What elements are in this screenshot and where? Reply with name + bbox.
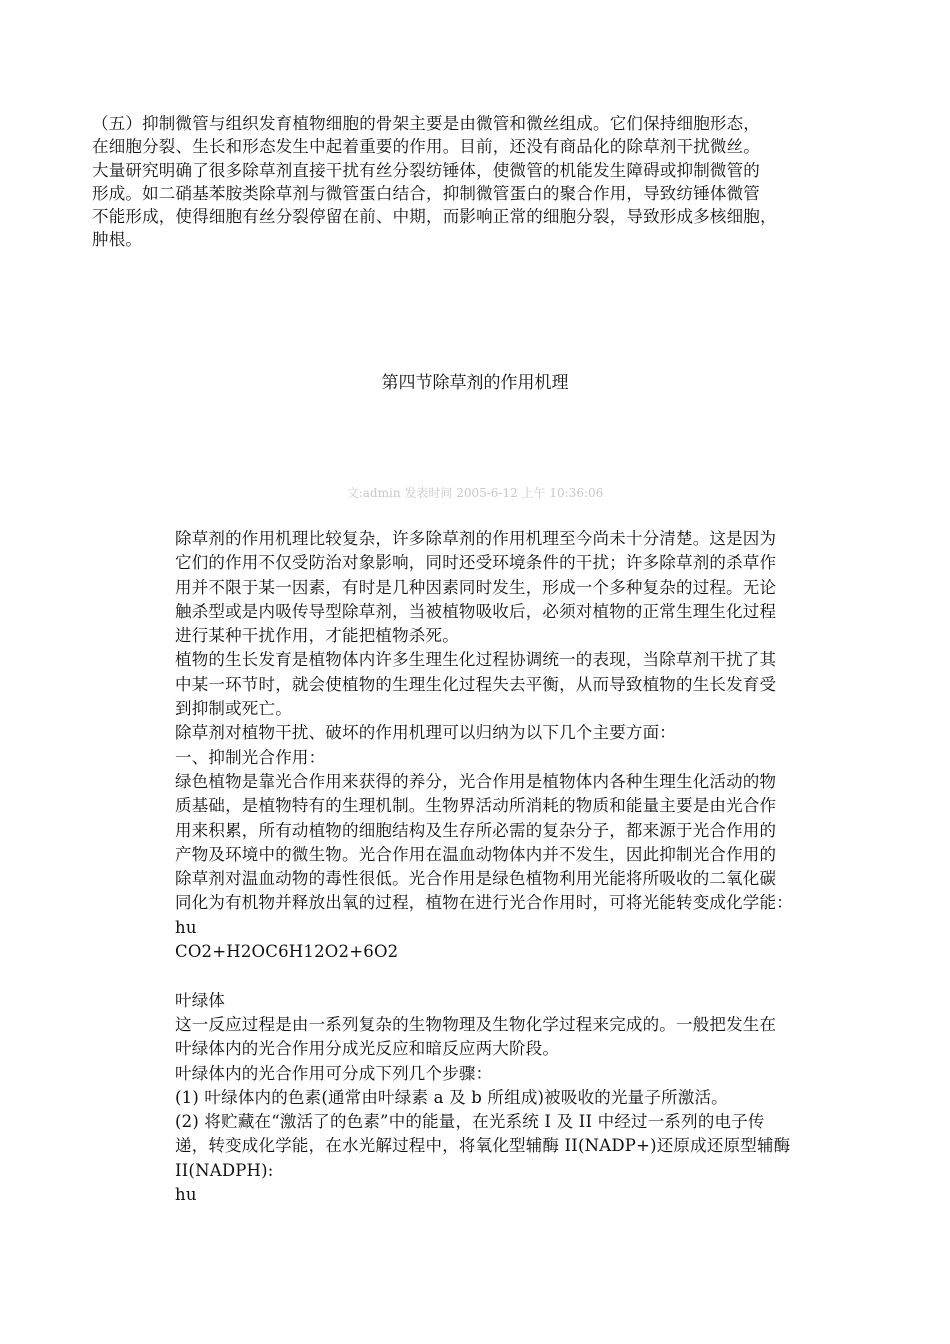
blank-line — [175, 964, 875, 988]
body-line: 递，转变成化学能，在水光解过程中，将氧化型辅酶 II(NADP+)还原成还原型辅酶 — [175, 1136, 791, 1156]
body-line: 除草剂对温血动物的毒性很低。光合作用是绿色植物利用光能将所吸收的二氧化碳 — [175, 869, 777, 889]
body-line: 用并不限于某一因素，有时是几种因素同时发生，形成一个多种复杂的过程。无论 — [175, 577, 777, 597]
body-line: 到抑制或死亡。 — [175, 699, 292, 719]
body-line: 叶绿体内的光合作用可分成下列几个步骤： — [175, 1063, 493, 1083]
photosynthesis-equation: CO2+H2OC6H12O2+6O2 — [175, 942, 399, 962]
body-line: II(NADPH): — [175, 1160, 274, 1180]
intro-line: 形成。如二硝基苯胺类除草剂与微管蛋白结合，抑制微管蛋白的聚合作用，导致纺锤体微管 — [92, 183, 760, 203]
equation-label-hu: hu — [175, 1185, 197, 1205]
body-line: 除草剂对植物干扰、破坏的作用机理可以归纳为以下几个主要方面： — [175, 723, 676, 743]
step-item: (1) 叶绿体内的色素(通常由叶绿素 a 及 b 所组成)被吸收的光量子所激活。 — [175, 1087, 728, 1107]
body-line: 进行某种干扰作用，才能把植物杀死。 — [175, 626, 459, 646]
intro-line: 不能形成，使得细胞有丝分裂停留在前、中期，而影响正常的细胞分裂，导致形成多核细胞， — [92, 207, 777, 227]
body-line: 质基础，是植物特有的生理机制。生物界活动所消耗的物质和能量主要是由光合作 — [175, 796, 777, 816]
step-item: (2) 将贮藏在“激活了的色素”中的能量，在光系统 I 及 II 中经过一系列的电子传 — [175, 1112, 765, 1132]
intro-line: 在细胞分裂、生长和形态发生中起着重要的作用。目前，还没有商品化的除草剂干扰微丝。 — [92, 137, 760, 157]
section-title: 第四节除草剂的作用机理 — [381, 373, 569, 393]
body-line: 除草剂的作用机理比较复杂，许多除草剂的作用机理至今尚未十分清楚。这是因为 — [175, 529, 777, 548]
body-line: 绿色植物是靠光合作用来获得的养分，光合作用是植物体内各种生理生化活动的物 — [175, 771, 777, 791]
byline: 文:admin 发表时间 2005-6-12 上午 10:36:06 — [346, 486, 604, 500]
body-line: 这一反应过程是由一系列复杂的生物物理及生物化学过程来完成的。一般把发生在 — [175, 1014, 777, 1034]
heading-inhibit-photosynthesis: 一、抑制光合作用： — [175, 747, 326, 767]
body-line: 中某一环节时，就会使植物的生理生化过程失去平衡，从而导致植物的生长发育受 — [175, 674, 777, 694]
equation-label-chloroplast: 叶绿体 — [175, 990, 226, 1010]
intro-paragraph — [92, 112, 872, 252]
intro-line: （五）抑制微管与组织发育植物细胞的骨架主要是由微管和微丝组成。它们保持细胞形态， — [92, 114, 760, 133]
intro-line: 肿根。 — [92, 230, 143, 250]
intro-line: 大量研究明确了很多除草剂直接干扰有丝分裂纺锤体，使微管的机能发生障碍或抑制微管的 — [92, 160, 760, 180]
body-line: 产物及环境中的微生物。光合作用在温血动物体内并不发生，因此抑制光合作用的 — [175, 844, 777, 864]
article-body — [175, 527, 875, 1207]
body-line: 它们的作用不仅受防治对象影响，同时还受环境条件的干扰；许多除草剂的杀草作 — [175, 553, 777, 573]
body-line: 用来积累，所有动植物的细胞结构及生存所必需的复杂分子，都来源于光合作用的 — [175, 820, 777, 840]
equation-label-hu: hu — [175, 917, 197, 937]
body-line: 触杀型或是内吸传导型除草剂，当被植物吸收后，必须对植物的正常生理生化过程 — [175, 601, 777, 621]
body-line: 同化为有机物并释放出氧的过程，植物在进行光合作用时，可将光能转变成化学能： — [175, 893, 793, 913]
body-line: 叶绿体内的光合作用分成光反应和暗反应两大阶段。 — [175, 1039, 560, 1059]
body-line: 植物的生长发育是植物体内许多生理生化过程协调统一的表现，当除草剂干扰了其 — [175, 650, 777, 670]
